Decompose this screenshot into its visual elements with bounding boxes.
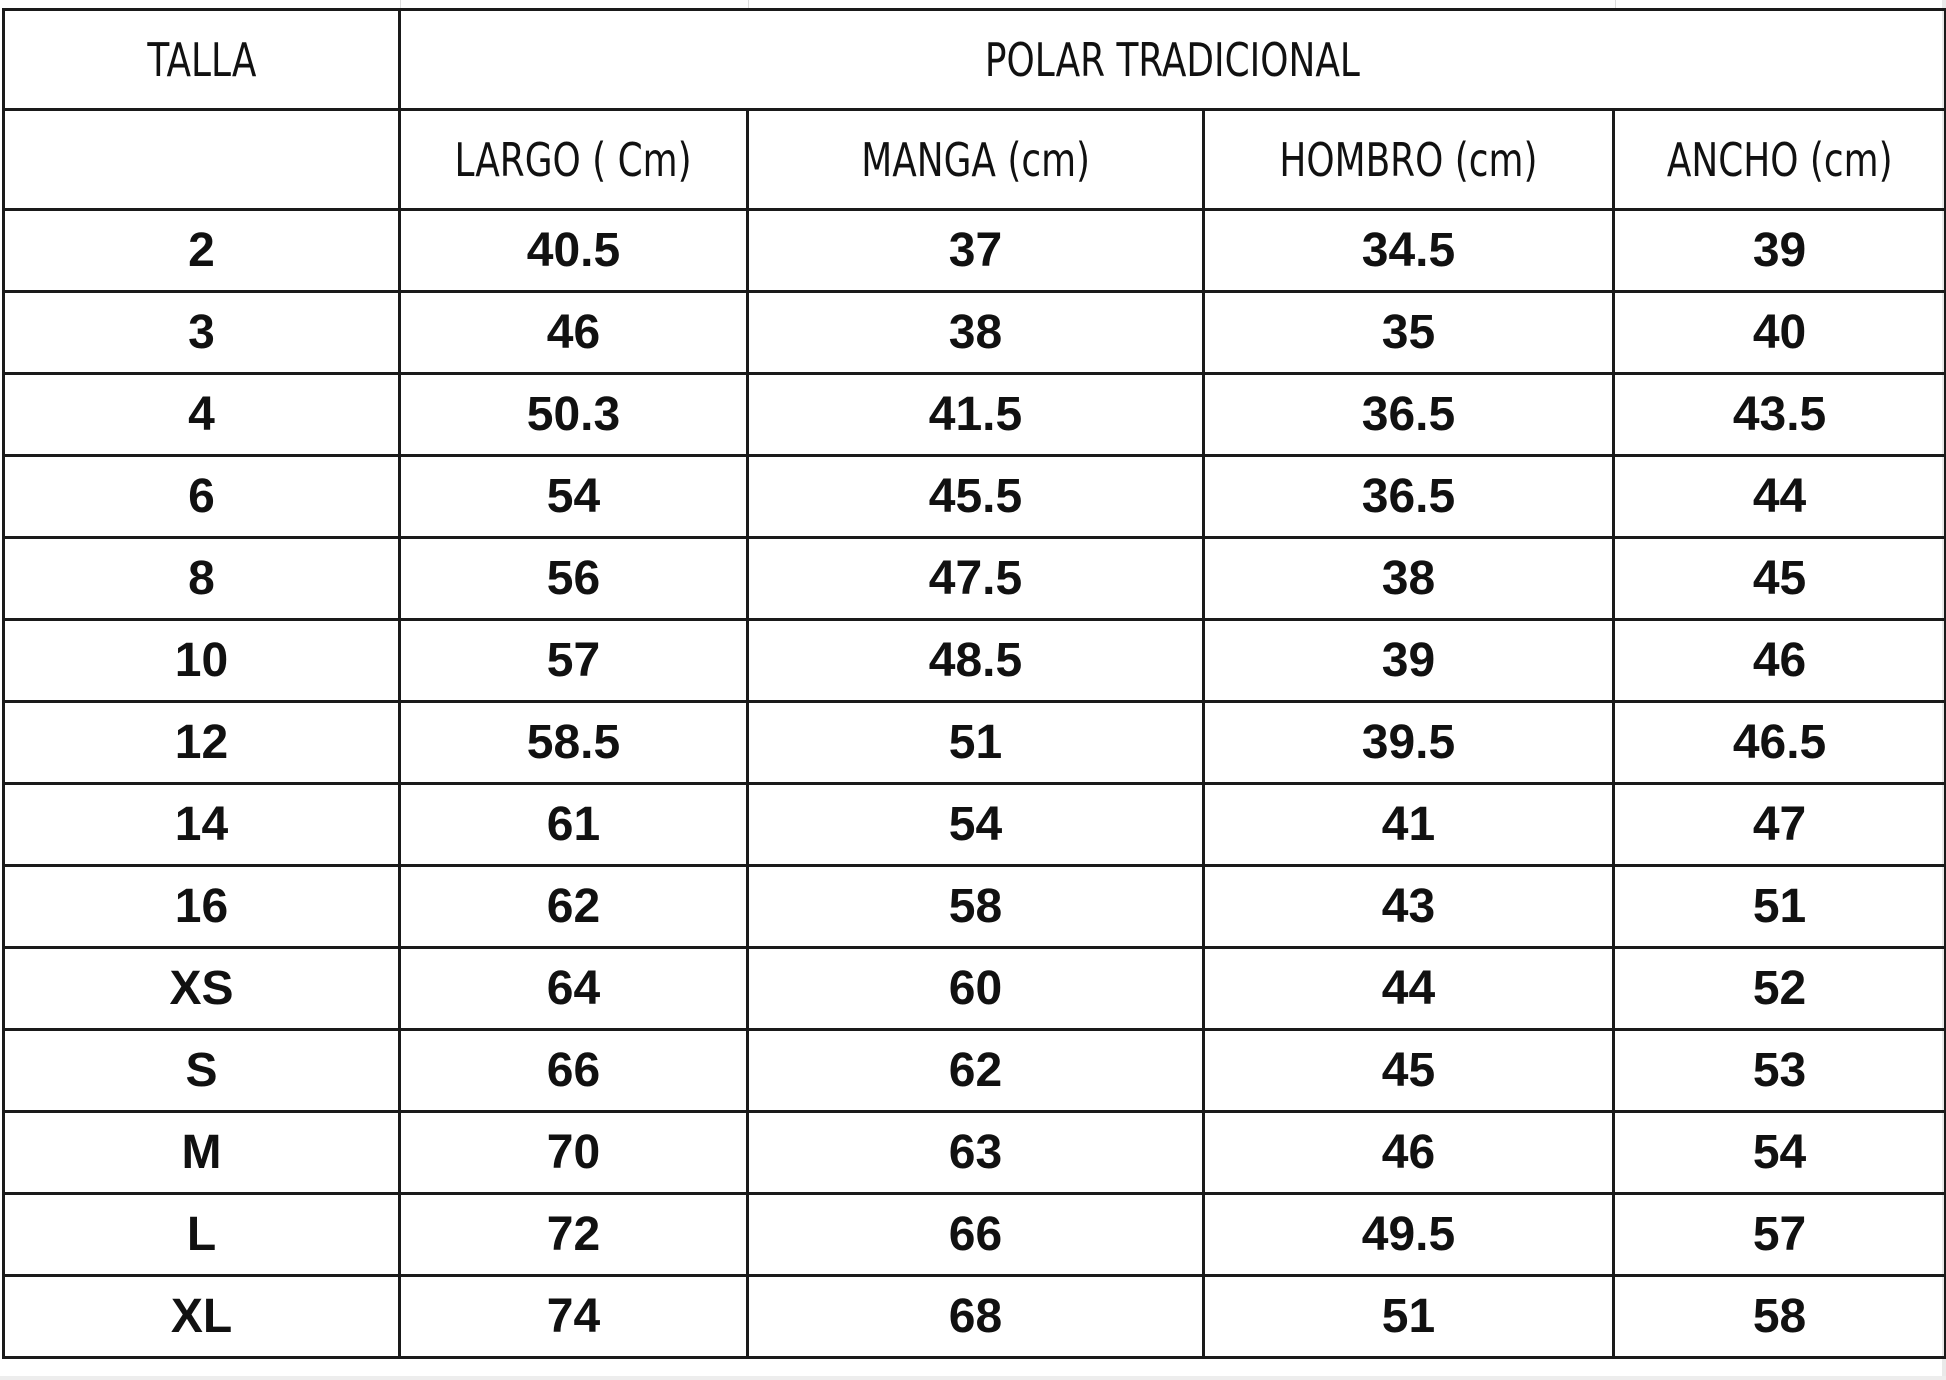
- largo-cell: 57: [400, 620, 748, 702]
- size-cell: 4: [4, 374, 400, 456]
- size-chart-table-container: [0, 8, 1946, 1359]
- table-row: [4, 456, 1946, 538]
- header-row-product: [4, 10, 1946, 110]
- largo-cell: 50.3: [400, 374, 748, 456]
- hombro-cell: 45: [1204, 1030, 1614, 1112]
- ancho-cell: 57: [1614, 1194, 1946, 1276]
- product-name-header: POLAR TRADICIONAL: [400, 10, 1946, 110]
- size-cell: XS: [4, 948, 400, 1030]
- size-cell: S: [4, 1030, 400, 1112]
- column-header-hombro: HOMBRO (cm): [1204, 110, 1614, 210]
- largo-cell: 61: [400, 784, 748, 866]
- manga-cell: 45.5: [748, 456, 1204, 538]
- ancho-cell: 46.5: [1614, 702, 1946, 784]
- largo-cell: 54: [400, 456, 748, 538]
- largo-cell: 40.5: [400, 210, 748, 292]
- manga-cell: 68: [748, 1276, 1204, 1358]
- table-row: [4, 374, 1946, 456]
- size-cell: XL: [4, 1276, 400, 1358]
- table-row: [4, 784, 1946, 866]
- hombro-cell: 39: [1204, 620, 1614, 702]
- table-row: [4, 702, 1946, 784]
- largo-cell: 66: [400, 1030, 748, 1112]
- ancho-cell: 52: [1614, 948, 1946, 1030]
- table-row: [4, 1030, 1946, 1112]
- column-header-ancho: ANCHO (cm): [1614, 110, 1946, 210]
- hombro-cell: 34.5: [1204, 210, 1614, 292]
- largo-cell: 70: [400, 1112, 748, 1194]
- size-cell: 16: [4, 866, 400, 948]
- empty-header-cell: [4, 110, 400, 210]
- ancho-cell: 51: [1614, 866, 1946, 948]
- hombro-cell: 44: [1204, 948, 1614, 1030]
- grid-line-stub: [1615, 0, 1616, 8]
- table-row: [4, 948, 1946, 1030]
- size-cell: 12: [4, 702, 400, 784]
- manga-cell: 60: [748, 948, 1204, 1030]
- size-cell: M: [4, 1112, 400, 1194]
- largo-cell: 46: [400, 292, 748, 374]
- size-chart-body: [4, 210, 1946, 1358]
- size-cell: 2: [4, 210, 400, 292]
- hombro-cell: 35: [1204, 292, 1614, 374]
- hombro-cell: 51: [1204, 1276, 1614, 1358]
- hombro-cell: 41: [1204, 784, 1614, 866]
- ancho-cell: 43.5: [1614, 374, 1946, 456]
- size-cell: 3: [4, 292, 400, 374]
- grid-line-stub: [748, 0, 749, 8]
- table-row: [4, 866, 1946, 948]
- table-row: [4, 538, 1946, 620]
- hombro-cell: 39.5: [1204, 702, 1614, 784]
- hombro-cell: 46: [1204, 1112, 1614, 1194]
- hombro-cell: 43: [1204, 866, 1614, 948]
- largo-cell: 72: [400, 1194, 748, 1276]
- manga-cell: 63: [748, 1112, 1204, 1194]
- column-header-largo: LARGO ( Cm): [400, 110, 748, 210]
- table-row: [4, 1194, 1946, 1276]
- hombro-cell: 49.5: [1204, 1194, 1614, 1276]
- column-header-manga: MANGA (cm): [748, 110, 1204, 210]
- largo-cell: 74: [400, 1276, 748, 1358]
- manga-cell: 66: [748, 1194, 1204, 1276]
- ancho-cell: 53: [1614, 1030, 1946, 1112]
- manga-cell: 51: [748, 702, 1204, 784]
- table-row: [4, 1112, 1946, 1194]
- manga-cell: 58: [748, 866, 1204, 948]
- ancho-cell: 54: [1614, 1112, 1946, 1194]
- manga-cell: 47.5: [748, 538, 1204, 620]
- hombro-cell: 36.5: [1204, 374, 1614, 456]
- size-cell: 10: [4, 620, 400, 702]
- grid-line-stub: [400, 0, 401, 8]
- manga-cell: 38: [748, 292, 1204, 374]
- largo-cell: 56: [400, 538, 748, 620]
- table-row: [4, 210, 1946, 292]
- ancho-cell: 45: [1614, 538, 1946, 620]
- ancho-cell: 58: [1614, 1276, 1946, 1358]
- manga-cell: 62: [748, 1030, 1204, 1112]
- size-cell: L: [4, 1194, 400, 1276]
- largo-cell: 58.5: [400, 702, 748, 784]
- manga-cell: 37: [748, 210, 1204, 292]
- hombro-cell: 38: [1204, 538, 1614, 620]
- largo-cell: 64: [400, 948, 748, 1030]
- table-row: [4, 292, 1946, 374]
- size-cell: 6: [4, 456, 400, 538]
- ancho-cell: 40: [1614, 292, 1946, 374]
- largo-cell: 62: [400, 866, 748, 948]
- manga-cell: 41.5: [748, 374, 1204, 456]
- manga-cell: 54: [748, 784, 1204, 866]
- table-row: [4, 1276, 1946, 1358]
- header-row-measurements: [4, 110, 1946, 210]
- size-chart-table: [2, 8, 1946, 1359]
- ancho-cell: 44: [1614, 456, 1946, 538]
- size-column-header: TALLA: [4, 10, 400, 110]
- page-bottom-shade: [0, 1376, 1946, 1380]
- manga-cell: 48.5: [748, 620, 1204, 702]
- ancho-cell: 39: [1614, 210, 1946, 292]
- table-row: [4, 620, 1946, 702]
- ancho-cell: 46: [1614, 620, 1946, 702]
- hombro-cell: 36.5: [1204, 456, 1614, 538]
- ancho-cell: 47: [1614, 784, 1946, 866]
- size-cell: 8: [4, 538, 400, 620]
- size-cell: 14: [4, 784, 400, 866]
